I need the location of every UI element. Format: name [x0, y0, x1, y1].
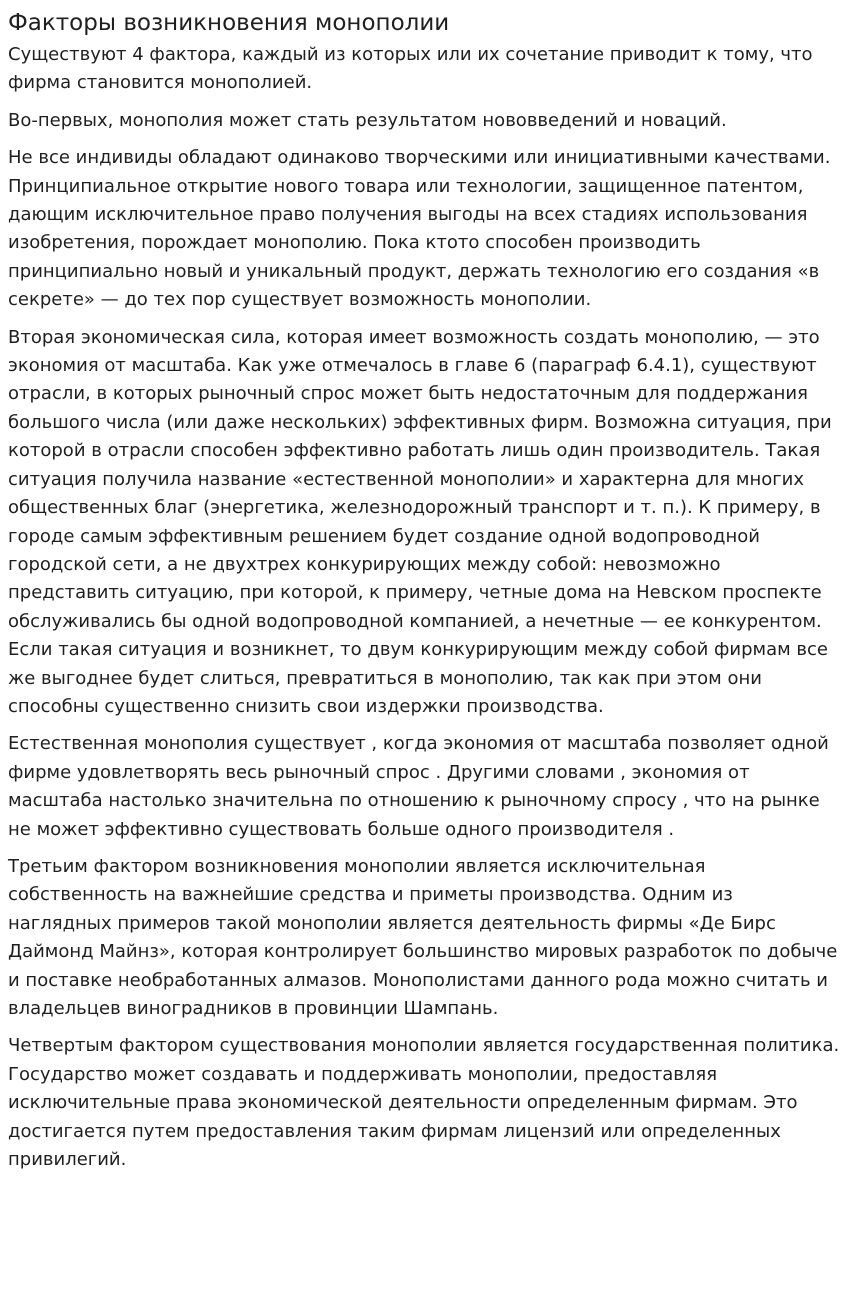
paragraph-fourth-factor: Четвертым фактором существования монополии является государственная политика. Государство может создавать и поддерживать монополии, предоставляя исключительные права экономической деятельности определенным фирмам. Это достигается путем предоставления таким фирмам лицензий или определенных привилегий.	[8, 1035, 840, 1171]
paragraph-first-factor: Во-первых, монополия может стать результатом нововведений и новаций.	[8, 109, 727, 131]
paragraph-third-factor: Третьим фактором возникновения монополии является исключительная собственность на важнейшие средства и приметы производства. Одним из наглядных примеров такой монополии является деятельность фирмы «Де Бирс Даймонд Майнз», которая контролирует большинство мировых разработок по добыче и поставке необработанных алмазов. Монополистами данного рода можно считать и владельцев виноградников в провинции Шампань.	[8, 855, 838, 1019]
paragraph-economy-of-scale: Вторая экономическая сила, которая имеет возможность создать монополию, — это экономия от масштаба. Как уже отмечалось в главе 6 (параграф 6.4.1), существуют отрасли, в которых рыночный спрос может быть недостаточным для поддержания большого числа (или даже нескольких) эффективных фирм. Возможна ситуация, при которой в отрасли способен эффективно работать лишь один производитель. Такая ситуация получила название «естественной монополии» и характерна для многих общественных благ (энергетика, железнодорожный транспорт и т. п.). К примеру, в городе самым эффективным решением будет создание одной водопроводной городской сети, а не двухтрех конкурирующих между собой: невозможно представить ситуацию, при которой, к примеру, четные дома на Невском проспекте обслуживались бы одной водопроводной компанией, а нечетные — ее конкурентом. Если такая ситуация и возникнет, то двум конкурирующим между собой фирмам все же выгоднее будет слиться, превратиться в монополию, так как при этом они способны существенно снизить свои издержки производства.	[8, 326, 832, 717]
paragraph-innovation: Не все индивиды обладают одинаково творческими или инициативными качествами. Принципиальное открытие нового товара или технологии, защищенное патентом, дающим исключительное право получения выгоды на всех стадиях использования изобретения, порождает монополию. Пока ктото способен производить принципиально новый и уникальный продукт, держать технологию его создания «в секрете» — до тех пор существует возможность монополии.	[8, 147, 831, 311]
paragraph-intro: Существуют 4 фактора, каждый из которых или их сочетание приводит к тому, что фирма становится монополией.	[8, 44, 813, 94]
page-title: Факторы возникновения монополии	[8, 10, 450, 36]
paragraph-natural-monopoly: Естественная монополия существует , когда экономия от масштаба позволяет одной фирме удовлетворять весь рыночный спрос . Другими словами , экономия от масштаба настолько значительна по отношению к рыночному спросу , что на рынке не может эффективно существовать больше одного производителя .	[8, 733, 829, 840]
